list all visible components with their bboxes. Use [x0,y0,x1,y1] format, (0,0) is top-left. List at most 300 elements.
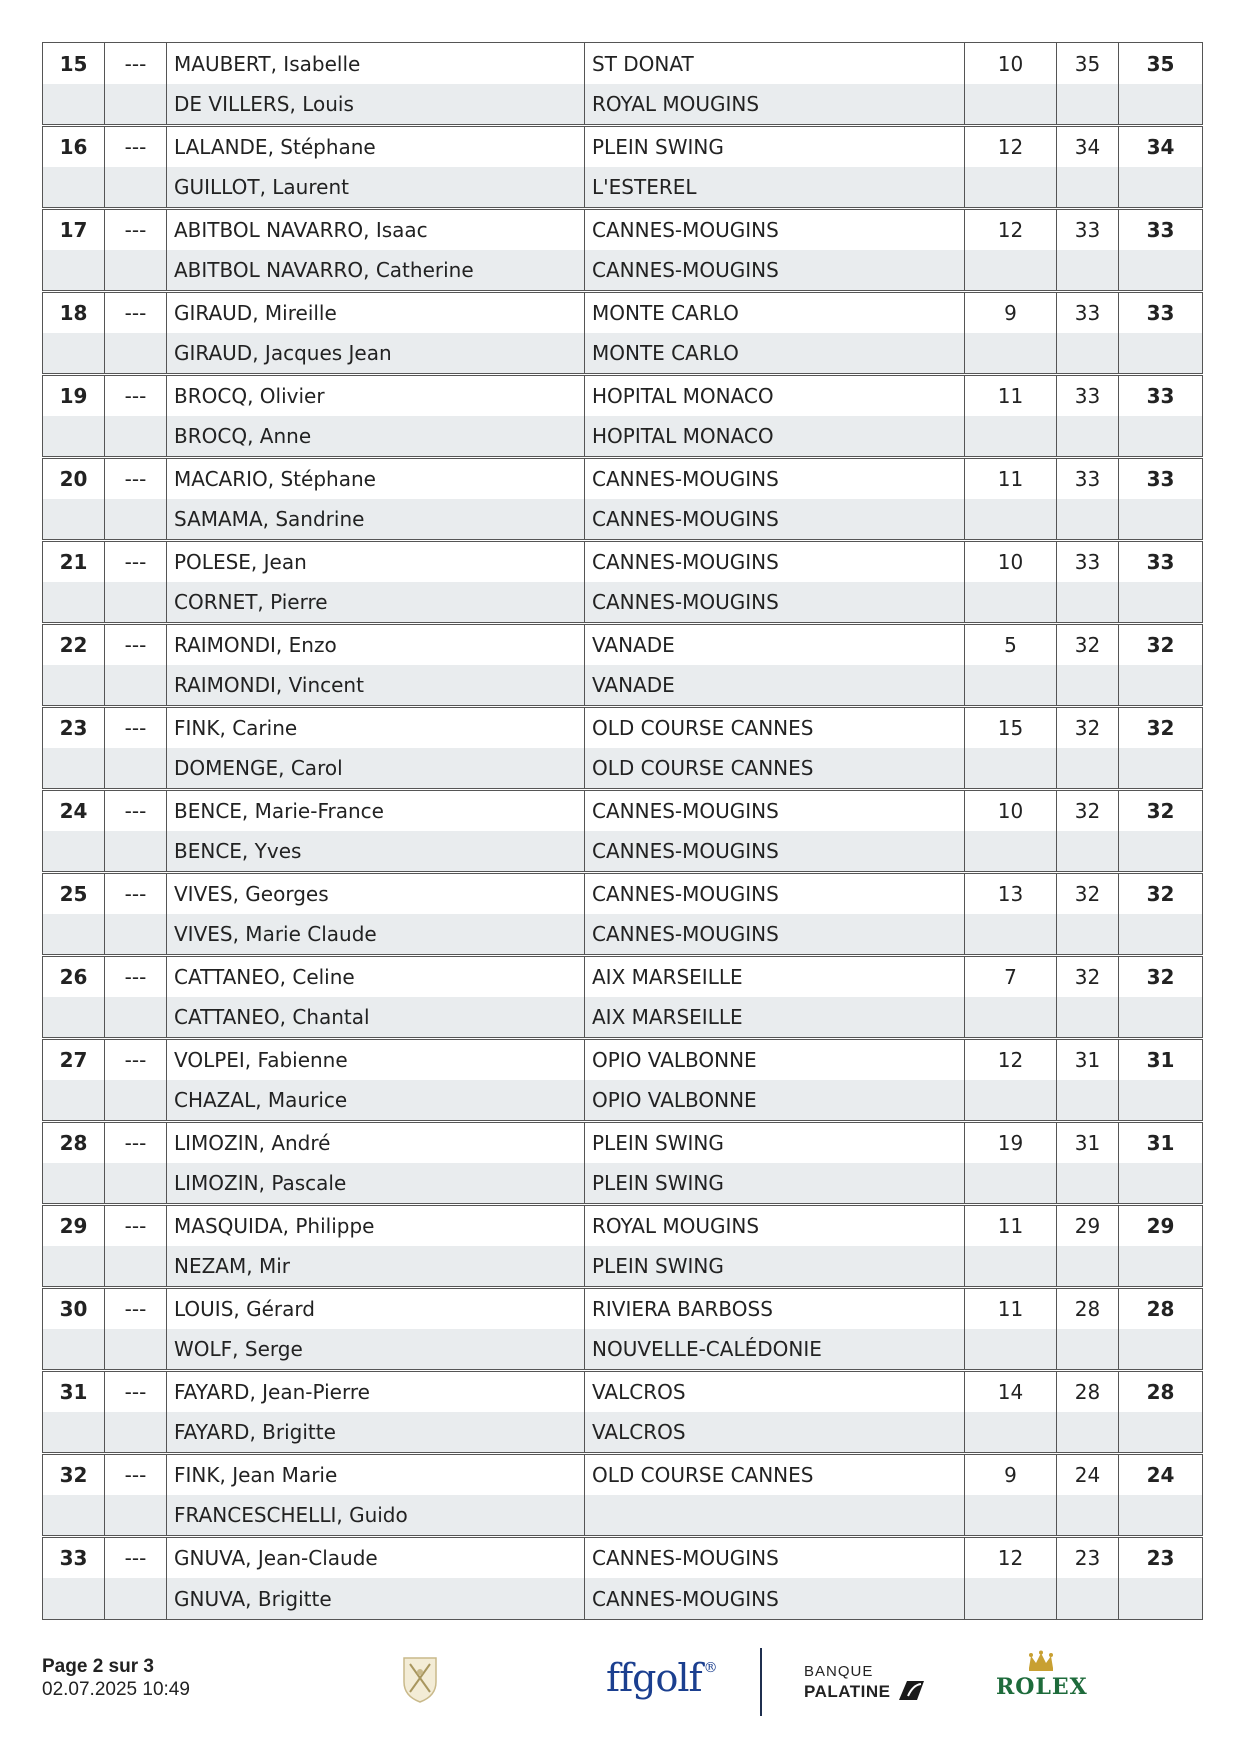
total-score-cell [1119,997,1203,1039]
club-name-cell: NOUVELLE-CALÉDONIE [585,1329,965,1371]
handicap-cell [965,1080,1057,1122]
player-name-cell: BROCQ, Olivier [167,375,585,417]
table-row [43,1495,1203,1537]
handicap-cell: 14 [965,1371,1057,1413]
table-row [43,1454,1203,1496]
player-name-cell: BENCE, Marie-France [167,790,585,832]
movement-cell [105,665,167,707]
table-row [43,914,1203,956]
club-name-cell: OPIO VALBONNE [585,1039,965,1081]
total-score-cell [1119,665,1203,707]
table-row [43,416,1203,458]
score-cell: 29 [1057,1205,1119,1247]
club-name-cell: CANNES-MOUGINS [585,458,965,500]
score-cell [1057,1329,1119,1371]
rank-cell [43,250,105,292]
table-row [43,333,1203,375]
player-name-cell: MASQUIDA, Philippe [167,1205,585,1247]
table-row [43,1205,1203,1247]
score-cell: 35 [1057,43,1119,85]
rank-cell [43,748,105,790]
handicap-cell: 19 [965,1122,1057,1164]
table-row [43,831,1203,873]
rank-cell: 30 [43,1288,105,1330]
club-name-cell: CANNES-MOUGINS [585,209,965,251]
club-name-cell: RIVIERA BARBOSS [585,1288,965,1330]
movement-cell [105,997,167,1039]
movement-cell: --- [105,1205,167,1247]
movement-cell [105,831,167,873]
movement-cell [105,748,167,790]
handicap-cell: 11 [965,1205,1057,1247]
club-name-cell: OLD COURSE CANNES [585,748,965,790]
table-row [43,126,1203,168]
player-name-cell: RAIMONDI, Enzo [167,624,585,666]
table-row [43,499,1203,541]
table-row [43,458,1203,500]
table-row [43,997,1203,1039]
total-score-cell [1119,167,1203,209]
player-name-cell: SAMAMA, Sandrine [167,499,585,541]
rank-cell: 32 [43,1454,105,1496]
movement-cell [105,1578,167,1620]
club-name-cell: HOPITAL MONACO [585,416,965,458]
club-name-cell: ROYAL MOUGINS [585,84,965,126]
score-cell [1057,1578,1119,1620]
player-name-cell: FINK, Carine [167,707,585,749]
player-name-cell: ABITBOL NAVARRO, Catherine [167,250,585,292]
player-name-cell: CATTANEO, Chantal [167,997,585,1039]
score-cell: 24 [1057,1454,1119,1496]
rank-cell: 19 [43,375,105,417]
table-row [43,1537,1203,1579]
table-row [43,1246,1203,1288]
player-name-cell: WOLF, Serge [167,1329,585,1371]
movement-cell: --- [105,956,167,998]
rank-cell: 26 [43,956,105,998]
rolex-logo [996,1650,1086,1700]
score-cell [1057,1412,1119,1454]
score-cell [1057,1246,1119,1288]
movement-cell: --- [105,1454,167,1496]
movement-cell [105,416,167,458]
total-score-cell: 23 [1119,1537,1203,1579]
club-name-cell: CANNES-MOUGINS [585,914,965,956]
movement-cell [105,167,167,209]
movement-cell [105,1412,167,1454]
total-score-cell [1119,582,1203,624]
player-name-cell: GUILLOT, Laurent [167,167,585,209]
total-score-cell: 33 [1119,209,1203,251]
rank-cell: 23 [43,707,105,749]
club-name-cell: MONTE CARLO [585,292,965,334]
handicap-cell: 9 [965,1454,1057,1496]
table-row [43,43,1203,85]
club-name-cell: PLEIN SWING [585,126,965,168]
movement-cell [105,914,167,956]
rank-cell: 15 [43,43,105,85]
handicap-cell: 10 [965,790,1057,832]
score-cell [1057,914,1119,956]
movement-cell [105,333,167,375]
total-score-cell [1119,1163,1203,1205]
total-score-cell: 28 [1119,1371,1203,1413]
club-name-cell: CANNES-MOUGINS [585,582,965,624]
table-row [43,209,1203,251]
table-row [43,1122,1203,1164]
rank-cell [43,1246,105,1288]
handicap-cell [965,1578,1057,1620]
player-name-cell: GNUVA, Jean-Claude [167,1537,585,1579]
handicap-cell: 12 [965,209,1057,251]
handicap-cell [965,1495,1057,1537]
player-name-cell: MAUBERT, Isabelle [167,43,585,85]
table-row [43,1578,1203,1620]
player-name-cell: DE VILLERS, Louis [167,84,585,126]
total-score-cell: 32 [1119,707,1203,749]
total-score-cell [1119,1495,1203,1537]
total-score-cell: 33 [1119,458,1203,500]
rank-cell [43,416,105,458]
club-name-cell: PLEIN SWING [585,1122,965,1164]
table-row [43,1371,1203,1413]
score-cell: 32 [1057,956,1119,998]
handicap-cell: 12 [965,1039,1057,1081]
score-cell: 32 [1057,790,1119,832]
score-cell [1057,1163,1119,1205]
table-row [43,292,1203,334]
handicap-cell: 9 [965,292,1057,334]
handicap-cell: 11 [965,458,1057,500]
results-table [42,42,1203,1620]
score-cell [1057,1495,1119,1537]
player-name-cell: GIRAUD, Mireille [167,292,585,334]
movement-cell: --- [105,873,167,915]
total-score-cell: 24 [1119,1454,1203,1496]
movement-cell: --- [105,1537,167,1579]
handicap-cell [965,665,1057,707]
print-datetime: 02.07.2025 10:49 [42,1679,190,1700]
movement-cell [105,1246,167,1288]
handicap-cell [965,1246,1057,1288]
rank-cell [43,665,105,707]
player-name-cell: BENCE, Yves [167,831,585,873]
club-name-cell: ST DONAT [585,43,965,85]
banque-palatine-line1: BANQUE [804,1663,874,1680]
table-row [43,1288,1203,1330]
club-name-cell: CANNES-MOUGINS [585,831,965,873]
score-cell [1057,665,1119,707]
handicap-cell: 12 [965,1537,1057,1579]
handicap-cell [965,914,1057,956]
movement-cell [105,84,167,126]
total-score-cell [1119,748,1203,790]
rank-cell [43,831,105,873]
player-name-cell: NEZAM, Mir [167,1246,585,1288]
table-row [43,1080,1203,1122]
club-name-cell: VALCROS [585,1412,965,1454]
club-name-cell: HOPITAL MONACO [585,375,965,417]
rank-cell: 17 [43,209,105,251]
movement-cell: --- [105,292,167,334]
total-score-cell: 32 [1119,873,1203,915]
score-cell: 32 [1057,707,1119,749]
table-row [43,1039,1203,1081]
handicap-cell [965,1163,1057,1205]
movement-cell: --- [105,1371,167,1413]
ffgolf-logo [606,1656,717,1700]
banque-palatine-logo [804,1664,925,1701]
score-cell: 31 [1057,1122,1119,1164]
handicap-cell [965,167,1057,209]
handicap-cell: 10 [965,541,1057,583]
table-row [43,541,1203,583]
score-cell: 34 [1057,126,1119,168]
movement-cell [105,1329,167,1371]
total-score-cell: 34 [1119,126,1203,168]
table-row [43,707,1203,749]
handicap-cell [965,748,1057,790]
player-name-cell: VOLPEI, Fabienne [167,1039,585,1081]
rolex-crown-icon [1026,1650,1056,1672]
score-cell: 28 [1057,1288,1119,1330]
handicap-cell: 12 [965,126,1057,168]
club-name-cell: OPIO VALBONNE [585,1080,965,1122]
score-cell [1057,333,1119,375]
rank-cell: 24 [43,790,105,832]
table-row [43,665,1203,707]
club-name-cell: MONTE CARLO [585,333,965,375]
score-cell: 28 [1057,1371,1119,1413]
table-row [43,873,1203,915]
player-name-cell: RAIMONDI, Vincent [167,665,585,707]
score-cell: 33 [1057,541,1119,583]
club-name-cell: ROYAL MOUGINS [585,1205,965,1247]
rank-cell [43,1578,105,1620]
club-name-cell: CANNES-MOUGINS [585,873,965,915]
club-name-cell: L'ESTEREL [585,167,965,209]
club-name-cell: PLEIN SWING [585,1246,965,1288]
total-score-cell [1119,1329,1203,1371]
total-score-cell: 32 [1119,624,1203,666]
registered-mark: ® [703,1660,717,1676]
score-cell [1057,84,1119,126]
rank-cell: 21 [43,541,105,583]
score-cell [1057,250,1119,292]
club-name-cell: OLD COURSE CANNES [585,1454,965,1496]
player-name-cell: LALANDE, Stéphane [167,126,585,168]
table-row [43,375,1203,417]
table-row [43,1163,1203,1205]
total-score-cell [1119,1578,1203,1620]
handicap-cell [965,499,1057,541]
movement-cell: --- [105,1288,167,1330]
movement-cell [105,250,167,292]
player-name-cell: CHAZAL, Maurice [167,1080,585,1122]
player-name-cell: DOMENGE, Carol [167,748,585,790]
handicap-cell [965,1329,1057,1371]
table-row [43,167,1203,209]
rank-cell: 20 [43,458,105,500]
rank-cell [43,1412,105,1454]
club-name-cell: CANNES-MOUGINS [585,1578,965,1620]
logo-divider [760,1648,762,1716]
total-score-cell [1119,914,1203,956]
total-score-cell [1119,250,1203,292]
total-score-cell [1119,1246,1203,1288]
total-score-cell [1119,1412,1203,1454]
club-name-cell: CANNES-MOUGINS [585,1537,965,1579]
player-name-cell: LOUIS, Gérard [167,1288,585,1330]
player-name-cell: ABITBOL NAVARRO, Isaac [167,209,585,251]
rank-cell: 18 [43,292,105,334]
score-cell: 32 [1057,873,1119,915]
club-name-cell: CANNES-MOUGINS [585,541,965,583]
club-name-cell: CANNES-MOUGINS [585,250,965,292]
table-row [43,624,1203,666]
total-score-cell [1119,831,1203,873]
score-cell [1057,499,1119,541]
table-row [43,748,1203,790]
movement-cell: --- [105,126,167,168]
club-name-cell: VALCROS [585,1371,965,1413]
player-name-cell: BROCQ, Anne [167,416,585,458]
score-cell: 32 [1057,624,1119,666]
total-score-cell: 33 [1119,541,1203,583]
results-body [43,43,1203,1620]
rank-cell [43,914,105,956]
score-cell [1057,748,1119,790]
ffgolf-logo-text: ffgolf [606,1656,702,1700]
club-name-cell: OLD COURSE CANNES [585,707,965,749]
handicap-cell [965,333,1057,375]
table-row [43,1412,1203,1454]
handicap-cell [965,84,1057,126]
total-score-cell: 35 [1119,43,1203,85]
rank-cell [43,582,105,624]
player-name-cell: GIRAUD, Jacques Jean [167,333,585,375]
score-cell [1057,831,1119,873]
player-name-cell: FAYARD, Brigitte [167,1412,585,1454]
handicap-cell [965,997,1057,1039]
score-cell [1057,167,1119,209]
player-name-cell: POLESE, Jean [167,541,585,583]
club-name-cell: CANNES-MOUGINS [585,499,965,541]
movement-cell: --- [105,790,167,832]
club-name-cell: VANADE [585,665,965,707]
handicap-cell [965,416,1057,458]
movement-cell [105,499,167,541]
club-name-cell: VANADE [585,624,965,666]
rank-cell [43,499,105,541]
total-score-cell: 32 [1119,956,1203,998]
total-score-cell [1119,1080,1203,1122]
total-score-cell: 31 [1119,1039,1203,1081]
palatine-sail-icon [897,1679,925,1701]
handicap-cell: 5 [965,624,1057,666]
player-name-cell: VIVES, Georges [167,873,585,915]
club-name-cell: AIX MARSEILLE [585,997,965,1039]
player-name-cell: FINK, Jean Marie [167,1454,585,1496]
table-row [43,250,1203,292]
handicap-cell [965,831,1057,873]
player-name-cell: GNUVA, Brigitte [167,1578,585,1620]
movement-cell [105,1080,167,1122]
movement-cell [105,1495,167,1537]
movement-cell: --- [105,1122,167,1164]
rank-cell [43,1495,105,1537]
player-name-cell: MACARIO, Stéphane [167,458,585,500]
handicap-cell [965,582,1057,624]
rank-cell: 22 [43,624,105,666]
player-name-cell: CORNET, Pierre [167,582,585,624]
page-number: Page 2 sur 3 [42,1656,154,1677]
rank-cell [43,333,105,375]
player-name-cell: LIMOZIN, André [167,1122,585,1164]
score-cell [1057,1080,1119,1122]
rank-cell: 16 [43,126,105,168]
movement-cell: --- [105,375,167,417]
movement-cell [105,1163,167,1205]
total-score-cell: 33 [1119,292,1203,334]
club-name-cell: CANNES-MOUGINS [585,790,965,832]
movement-cell: --- [105,624,167,666]
score-cell: 23 [1057,1537,1119,1579]
total-score-cell: 32 [1119,790,1203,832]
movement-cell [105,582,167,624]
movement-cell: --- [105,209,167,251]
player-name-cell: FRANCESCHELLI, Guido [167,1495,585,1537]
player-name-cell: LIMOZIN, Pascale [167,1163,585,1205]
rank-cell [43,997,105,1039]
score-cell [1057,997,1119,1039]
total-score-cell [1119,416,1203,458]
total-score-cell: 33 [1119,375,1203,417]
player-name-cell: CATTANEO, Celine [167,956,585,998]
handicap-cell: 10 [965,43,1057,85]
rank-cell: 25 [43,873,105,915]
total-score-cell [1119,333,1203,375]
rank-cell: 31 [43,1371,105,1413]
club-name-cell [585,1495,965,1537]
handicap-cell: 11 [965,375,1057,417]
score-cell: 33 [1057,458,1119,500]
score-cell [1057,582,1119,624]
table-row [43,582,1203,624]
total-score-cell [1119,499,1203,541]
score-cell: 31 [1057,1039,1119,1081]
banque-palatine-line2: PALATINE [804,1682,891,1701]
player-name-cell: VIVES, Marie Claude [167,914,585,956]
handicap-cell: 15 [965,707,1057,749]
rank-cell [43,167,105,209]
movement-cell: --- [105,707,167,749]
handicap-cell: 11 [965,1288,1057,1330]
score-cell: 33 [1057,292,1119,334]
handicap-cell [965,1412,1057,1454]
handicap-cell: 7 [965,956,1057,998]
rank-cell: 33 [43,1537,105,1579]
rolex-wordmark: ROLEX [996,1674,1088,1700]
rank-cell [43,84,105,126]
club-crest-logo [398,1652,442,1704]
rank-cell: 27 [43,1039,105,1081]
score-cell: 33 [1057,375,1119,417]
handicap-cell: 13 [965,873,1057,915]
score-cell: 33 [1057,209,1119,251]
table-row [43,1329,1203,1371]
total-score-cell: 28 [1119,1288,1203,1330]
